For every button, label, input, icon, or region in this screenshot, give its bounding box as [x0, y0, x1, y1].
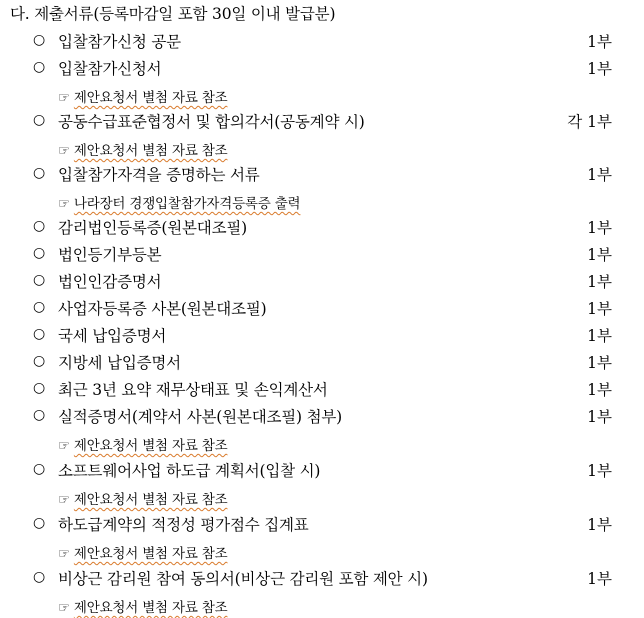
item-text: 입찰참가신청서 — [58, 60, 162, 78]
item-text: 입찰참가신청 공문 — [58, 33, 181, 51]
item-quantity: 1부 — [587, 408, 612, 426]
list-item — [0, 243, 644, 265]
list-item — [0, 351, 644, 373]
item-quantity: 1부 — [587, 33, 612, 51]
item-text: 사업자등록증 사본(원본대조필) — [58, 300, 267, 318]
note-line — [58, 542, 227, 562]
item-quantity: 1부 — [587, 219, 612, 237]
circle-bullet-icon: ○ — [33, 245, 46, 261]
item-text: 감리법인등록증(원본대조필) — [58, 219, 247, 237]
circle-bullet-icon: ○ — [33, 461, 46, 477]
item-quantity: 1부 — [587, 354, 612, 372]
circle-bullet-icon: ○ — [33, 272, 46, 288]
item-quantity: 1부 — [587, 327, 612, 345]
list-note — [0, 84, 644, 106]
list-item — [0, 163, 644, 185]
item-text: 비상근 감리원 참여 동의서(비상근 감리원 포함 제안 시) — [58, 570, 428, 588]
list-item — [0, 30, 644, 52]
list-item — [0, 110, 644, 132]
circle-bullet-icon: ○ — [33, 32, 46, 48]
circle-bullet-icon: ○ — [33, 112, 46, 128]
item-text: 법인등기부등본 — [58, 246, 162, 264]
list-note — [0, 432, 644, 454]
list-note — [0, 594, 644, 616]
pointing-hand-icon: ☞ — [58, 492, 70, 508]
list-item — [0, 216, 644, 238]
note-line — [58, 488, 227, 508]
circle-bullet-icon: ○ — [33, 569, 46, 585]
note-line — [58, 192, 300, 212]
item-text: 국세 납입증명서 — [58, 327, 167, 345]
note-text: 제안요청서 별첨 자료 참조 — [73, 546, 228, 562]
item-quantity: 1부 — [587, 300, 612, 318]
note-text: 제안요청서 별첨 자료 참조 — [73, 438, 228, 454]
item-quantity: 1부 — [587, 246, 612, 264]
item-quantity: 1부 — [587, 60, 612, 78]
list-item — [0, 297, 644, 319]
item-text: 공동수급표준협정서 및 합의각서(공동계약 시) — [58, 113, 365, 131]
note-text: 제안요청서 별첨 자료 참조 — [73, 90, 228, 106]
pointing-hand-icon: ☞ — [58, 438, 70, 454]
note-line — [58, 139, 227, 159]
list-item — [0, 270, 644, 292]
list-note — [0, 190, 644, 212]
pointing-hand-icon: ☞ — [58, 90, 70, 106]
item-text: 지방세 납입증명서 — [58, 354, 181, 372]
note-text: 제안요청서 별첨 자료 참조 — [73, 600, 228, 616]
note-text: 나라장터 경쟁입찰참가자격등록증 출력 — [73, 196, 301, 212]
item-text: 실적증명서(계약서 사본(원본대조필) 첨부) — [58, 408, 342, 426]
circle-bullet-icon: ○ — [33, 59, 46, 75]
item-text: 하도급계약의 적정성 평가점수 집계표 — [58, 516, 309, 534]
pointing-hand-icon: ☞ — [58, 196, 70, 212]
item-quantity: 1부 — [587, 570, 612, 588]
list-item — [0, 324, 644, 346]
note-text: 제안요청서 별첨 자료 참조 — [73, 143, 228, 159]
circle-bullet-icon: ○ — [33, 218, 46, 234]
list-note — [0, 540, 644, 562]
pointing-hand-icon: ☞ — [58, 143, 70, 159]
list-item — [0, 567, 644, 589]
circle-bullet-icon: ○ — [33, 165, 46, 181]
item-quantity: 1부 — [587, 516, 612, 534]
item-text: 입찰참가자격을 증명하는 서류 — [58, 166, 260, 184]
note-line — [58, 86, 227, 106]
list-note — [0, 137, 644, 159]
item-text: 최근 3년 요약 재무상태표 및 손익계산서 — [58, 381, 328, 399]
item-quantity: 1부 — [587, 166, 612, 184]
list-item — [0, 378, 644, 400]
item-text: 소프트웨어사업 하도급 계획서(입찰 시) — [58, 462, 321, 480]
list-note — [0, 486, 644, 508]
item-text: 법인인감증명서 — [58, 273, 162, 291]
item-quantity: 1부 — [587, 381, 612, 399]
circle-bullet-icon: ○ — [33, 353, 46, 369]
item-quantity: 1부 — [587, 462, 612, 480]
item-quantity: 각 1부 — [567, 113, 612, 131]
list-item — [0, 57, 644, 79]
circle-bullet-icon: ○ — [33, 299, 46, 315]
circle-bullet-icon: ○ — [33, 515, 46, 531]
note-text: 제안요청서 별첨 자료 참조 — [73, 492, 228, 508]
item-quantity: 1부 — [587, 273, 612, 291]
pointing-hand-icon: ☞ — [58, 600, 70, 616]
circle-bullet-icon: ○ — [33, 380, 46, 396]
note-line — [58, 434, 227, 454]
circle-bullet-icon: ○ — [33, 326, 46, 342]
list-item — [0, 405, 644, 427]
section-heading: 다. 제출서류(등록마감일 포함 30일 이내 발급분) — [10, 5, 336, 23]
list-item — [0, 459, 644, 481]
circle-bullet-icon: ○ — [33, 407, 46, 423]
pointing-hand-icon: ☞ — [58, 546, 70, 562]
list-item — [0, 513, 644, 535]
note-line — [58, 596, 227, 616]
